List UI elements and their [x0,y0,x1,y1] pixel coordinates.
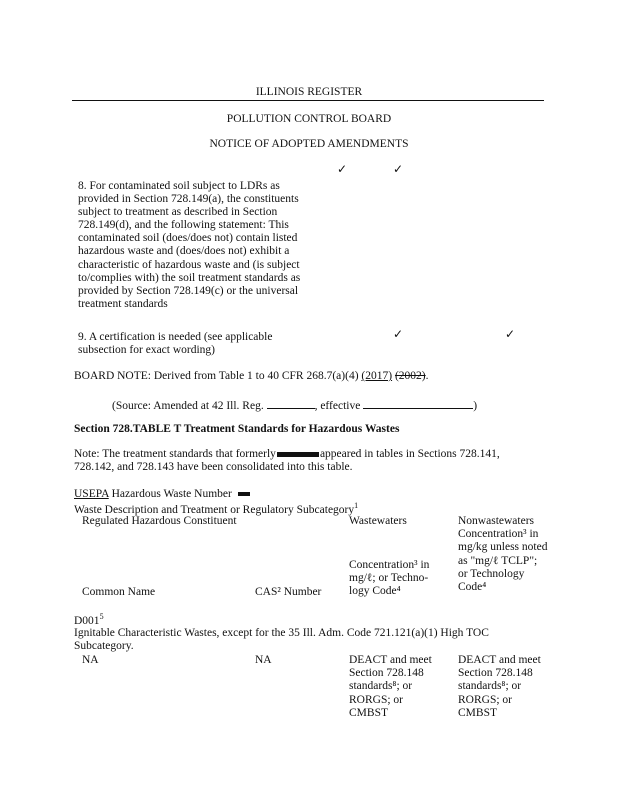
effective-blank [363,398,473,409]
wastewaters-heading: Wastewaters [349,515,407,527]
check-icon: ✓ [505,327,516,341]
check-icon: ✓ [393,327,404,341]
deleted-year: (2002) [394,370,426,382]
wastewater-standard: DEACT and meet Section 728.148 standards⁸; or RORGS; or CMBST [349,654,432,719]
common-name-heading: Common Name [82,586,156,598]
item-8-line: provided by Section 728.149(c) or the universal [78,284,299,297]
item-8-line: 8. For contaminated soil subject to LDRs as [78,180,280,192]
register-blank [267,398,315,409]
item-8-line: characteristic of hazardous waste and (is subject [78,258,300,271]
item-8-line: treatment standards [78,297,168,310]
item-8-text [78,180,300,311]
wastewater-concentration-heading: Concentration³ in mg/ℓ; or Techno- logy Code⁴ [349,559,430,598]
item-8-line: to/complies with) the soil treatment standards as [78,271,301,284]
item-9-text [78,331,272,357]
check-icon: ✓ [393,162,404,176]
notice-title: NOTICE OF ADOPTED AMENDMENTS [209,138,409,150]
waste-code: $D001^5$ [74,612,104,627]
nonwastewaters-heading: Nonwastewaters Concentration³ in mg/kg unless noted as "mg/ℓ TCLP"; or Technology Code⁴ [458,515,548,594]
item-8-line: subject to treatment as described in Section [78,206,278,219]
redaction-mark [277,452,319,457]
cas-number-heading: CAS² Number [255,586,322,598]
header-rule [72,100,544,101]
source-line: (Source: Amended at 42 Ill. Reg. , effective ) [112,400,478,412]
item-8-line: contaminated soil (does/does not) contain listed [78,232,298,245]
note-line-2: 728.142, and 728.143 have been consolidated into this table. [74,461,353,473]
item-8-line: 728.149(d), and the following statement: This [78,219,289,232]
waste-description-cont: Subcategory. [74,640,134,652]
usepa-number-heading: USEPA Hazardous Waste Number [74,488,250,500]
cas-number-value: NA [255,654,272,666]
board-note: BOARD NOTE: Derived from Table 1 to 40 CFR 268.7(a)(4) (2017) (2002). [74,370,429,382]
note-line-1: Note: The treatment standards that formerly appeared in tables in Sections 728.141, [74,448,500,460]
common-name-value: NA [82,654,99,666]
nonwastewater-standard: DEACT and meet Section 728.148 standards⁸; or RORGS; or CMBST [458,654,541,719]
register-title: ILLINOIS REGISTER [255,86,363,98]
item-8-line: hazardous waste and (does/does not) exhibit a [78,245,290,258]
added-year: (2017) [361,370,393,382]
section-title: Section 728.TABLE T Treatment Standards for Hazardous Wastes [74,423,400,435]
description-heading: Waste Description and Treatment or Regulatory Subcategory$^1$ [74,501,359,516]
board-title: POLLUTION CONTROL BOARD [226,113,392,125]
check-icon: ✓ [337,162,348,176]
regulated-constituent-heading: Regulated Hazardous Constituent [82,515,237,527]
item-8-line: provided in Section 728.149(a), the constituents [78,193,299,206]
item-9-line: 9. A certification is needed (see applicable [78,331,273,343]
redaction-mark [238,492,250,496]
item-9-line: subsection for exact wording) [78,344,216,357]
waste-description: Ignitable Characteristic Wastes, except for the 35 Ill. Adm. Code 721.121(a)(1) High TOC [74,627,489,639]
